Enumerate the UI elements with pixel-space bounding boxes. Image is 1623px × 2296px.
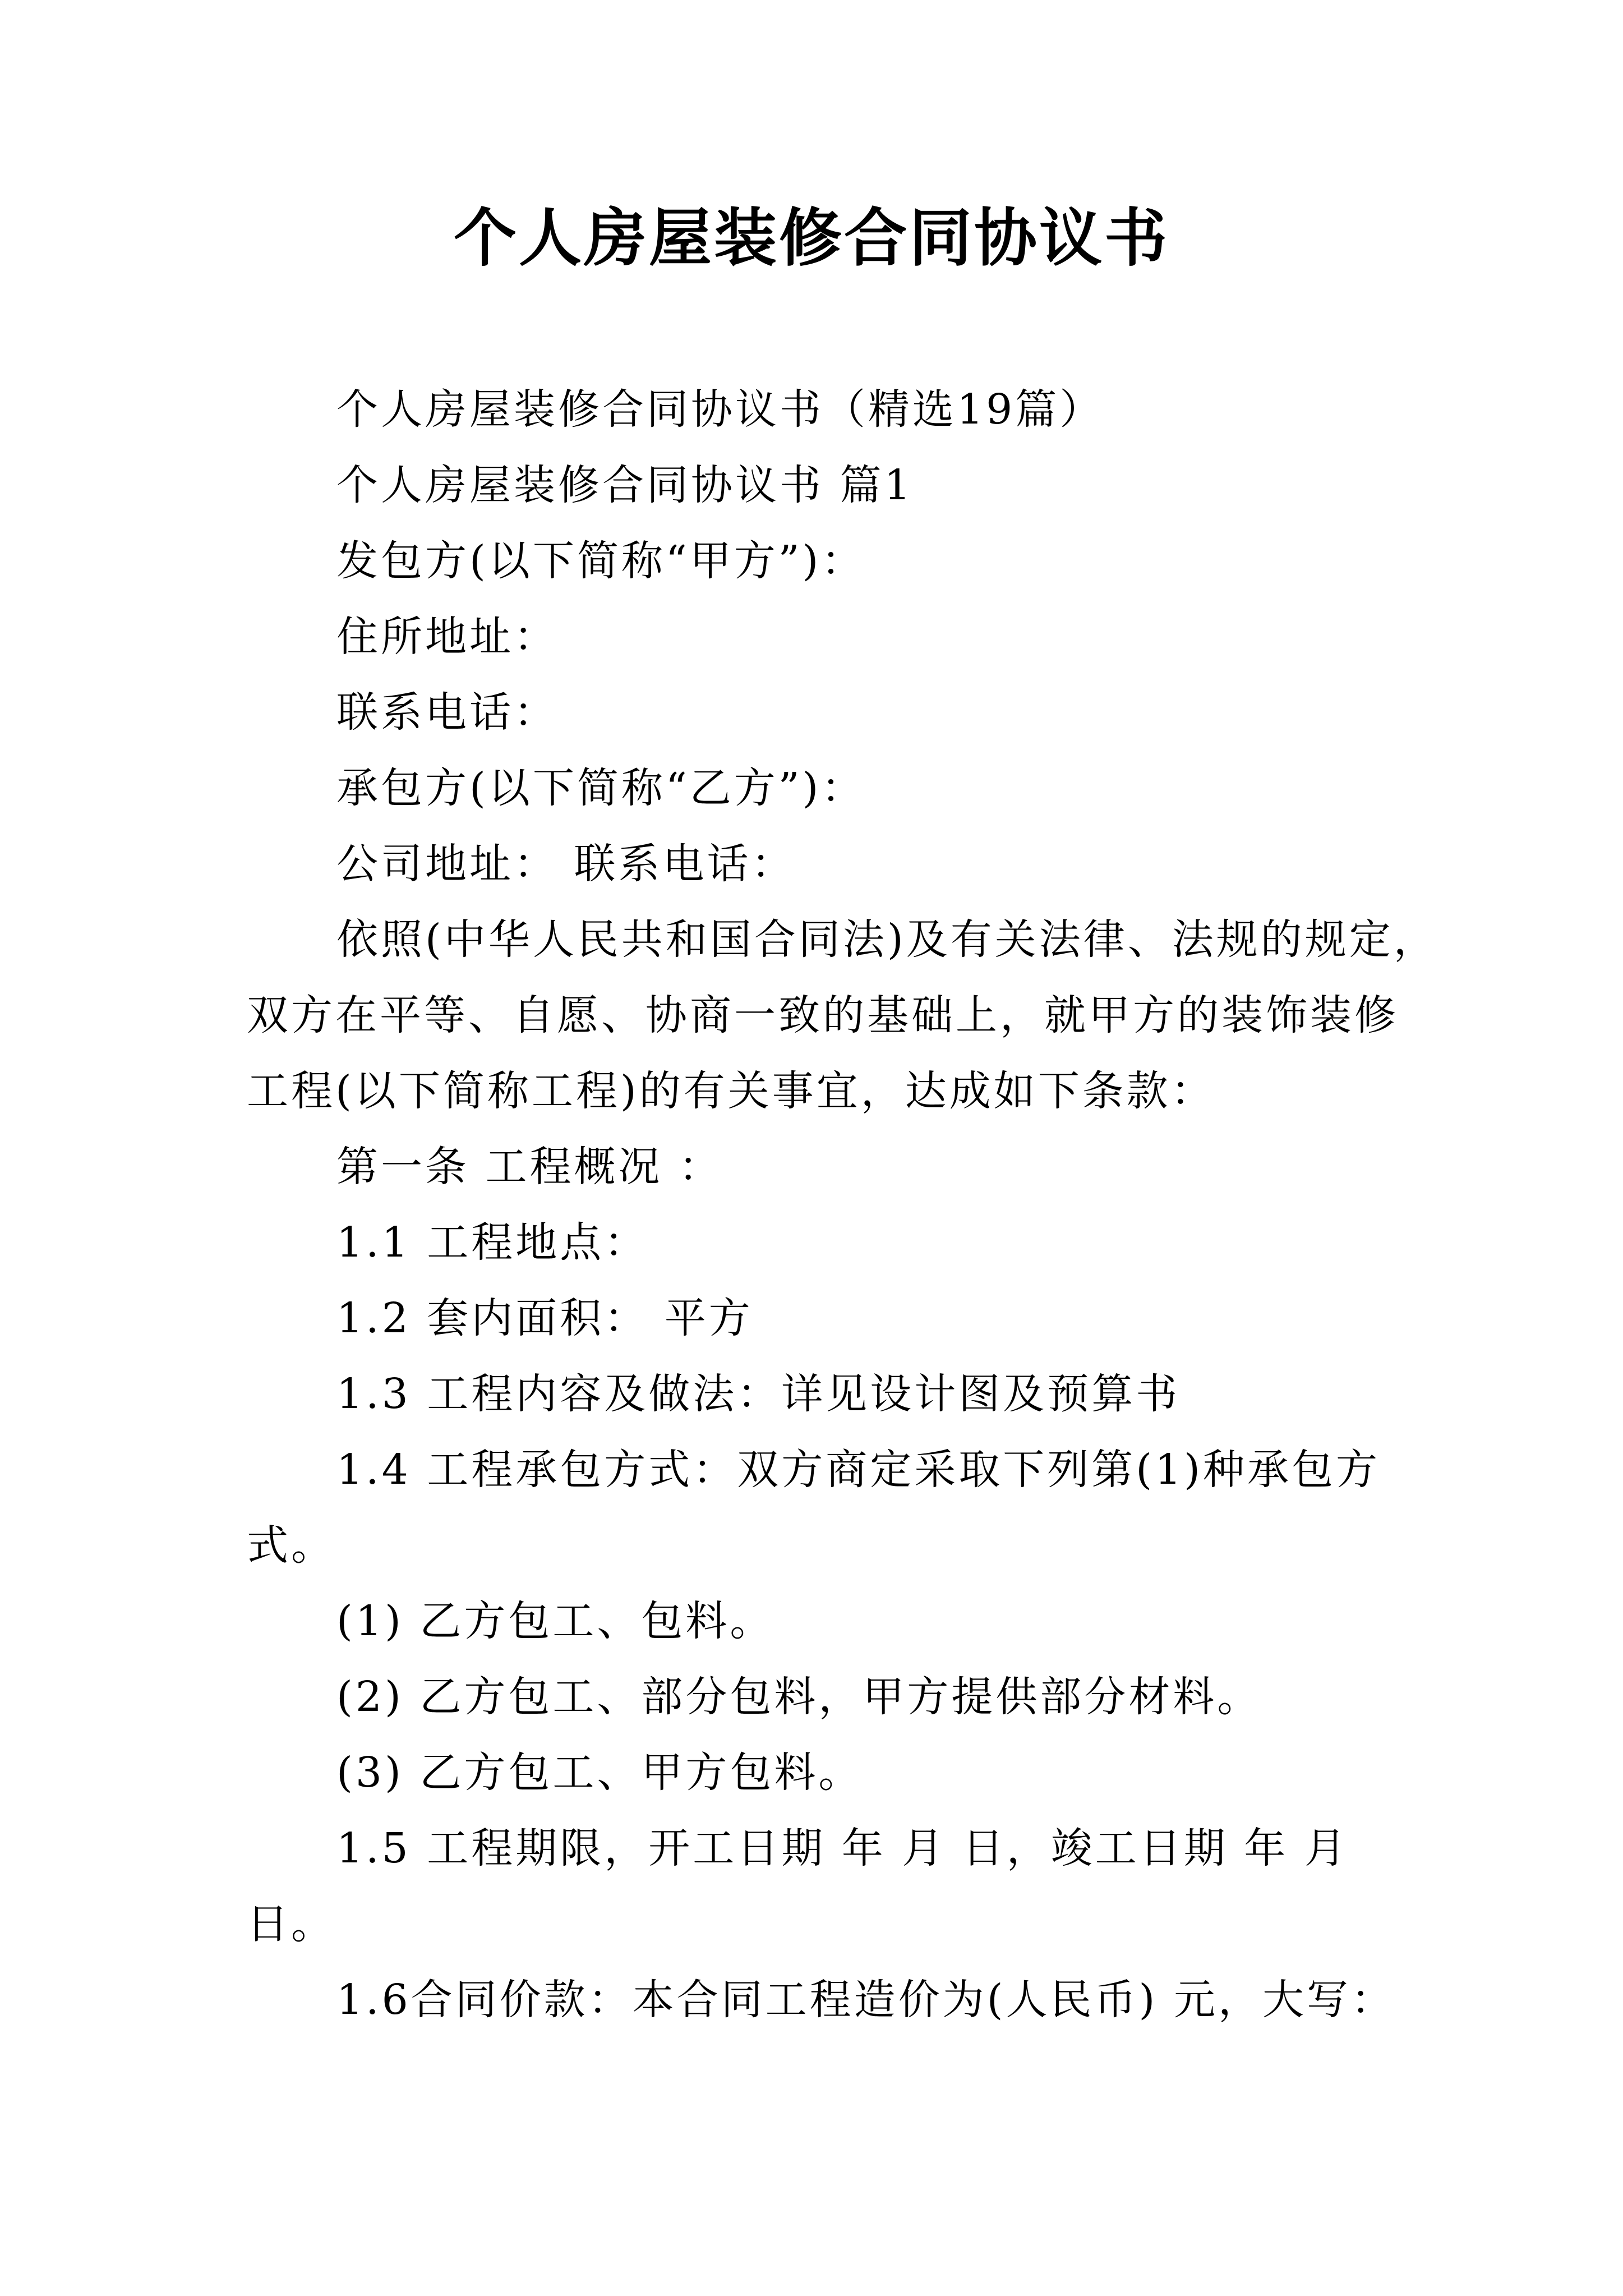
paragraph-line: 公司地址： 联系电话：	[336, 840, 796, 888]
paragraph-line: 式。	[247, 1521, 335, 1570]
paragraph-line: 个人房屋装修合同协议书 篇1	[336, 461, 914, 509]
paragraph-line: 1.3 工程内容及做法：详见设计图及预算书	[336, 1370, 1181, 1418]
paragraph-line: 1.4 工程承包方式：双方商定采取下列第(1)种承包方	[336, 1446, 1381, 1494]
paragraph-line: 住所地址：	[336, 613, 558, 661]
paragraph-line: 依照(中华人民共和国合同法)及有关法律、法规的规定，	[336, 915, 1438, 964]
paragraph-line: 日。	[247, 1900, 335, 1948]
document-title: 个人房屋装修合同协议书	[454, 202, 1169, 275]
paragraph-line: (3) 乙方包工、甲方包料。	[336, 1749, 863, 1797]
paragraph-line: 双方在平等、自愿、协商一致的基础上，就甲方的装饰装修	[247, 991, 1399, 1039]
paragraph-line: 承包方(以下简称“乙方”)：	[336, 764, 866, 812]
paragraph-line: 工程(以下简称工程)的有关事宜，达成如下条款：	[247, 1067, 1215, 1115]
paragraph-line: 1.6合同价款：本合同工程造价为(人民币) 元，大写：	[336, 1976, 1395, 2024]
paragraph-line: 1.2 套内面积： 平方	[336, 1294, 753, 1342]
paragraph-line: 1.5 工程期限，开工日期 年 月 日，竣工日期 年 月	[336, 1824, 1349, 1872]
paragraph-line: 联系电话：	[336, 688, 558, 737]
paragraph-line: (1) 乙方包工、包料。	[336, 1597, 774, 1645]
paragraph-line: (2) 乙方包工、部分包料，甲方提供部分材料。	[336, 1673, 1262, 1721]
paragraph-line: 1.1 工程地点：	[336, 1218, 649, 1267]
paragraph-line: 个人房屋装修合同协议书（精选19篇）	[336, 385, 1104, 434]
paragraph-line: 发包方(以下简称“甲方”)：	[336, 537, 866, 585]
paragraph-line: 第一条 工程概况 ：	[336, 1143, 723, 1191]
